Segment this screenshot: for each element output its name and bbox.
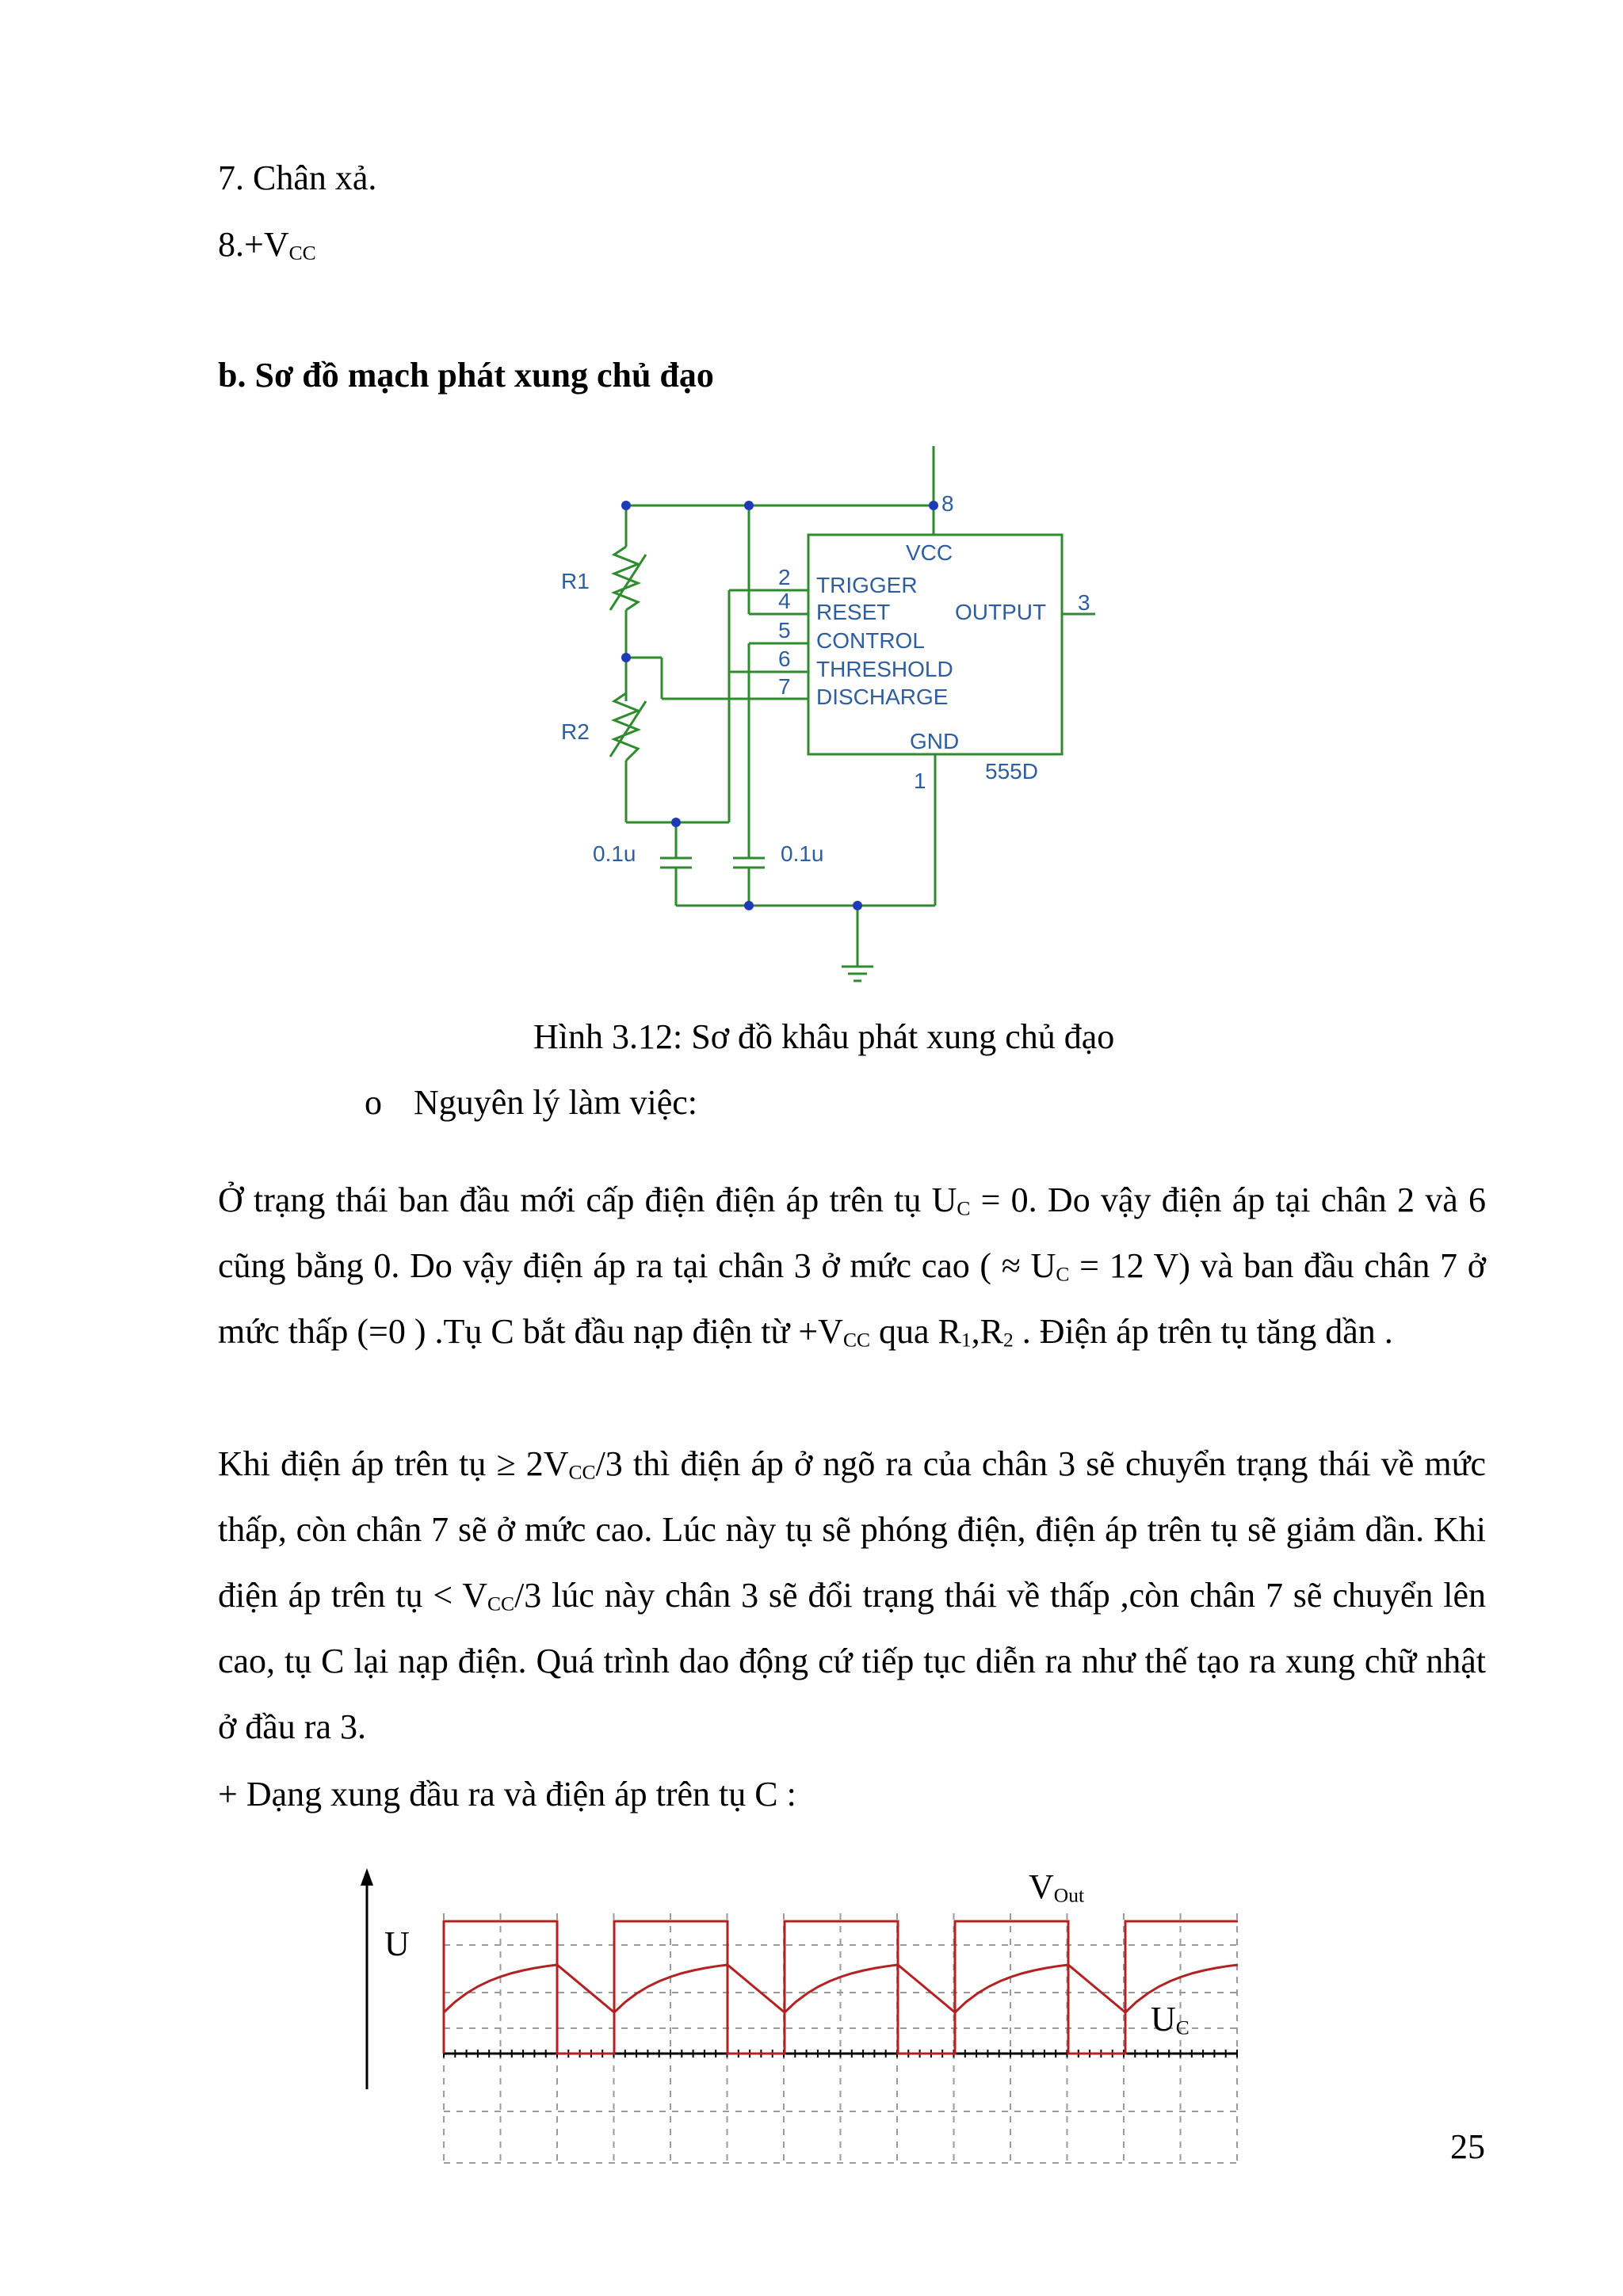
p1-sub-e: 2 xyxy=(1003,1328,1014,1352)
pin-number-2: 2 xyxy=(778,565,791,589)
bullet-marker: o xyxy=(365,1083,382,1122)
p1-sub-a: C xyxy=(957,1196,971,1220)
p1-text-f: . Điện áp trên tụ tăng dần . xyxy=(1013,1312,1393,1351)
p1-text-b: = 0. Do vậy điện áp tại chân 2 và 6 cũng bằng 0. Do vậy điện áp ra tại chân 3 ở mức cao ( ≈ U xyxy=(218,1180,1487,1285)
p1-sub-d: 1 xyxy=(960,1328,972,1352)
p1-sub-c: CC xyxy=(842,1328,870,1352)
p1-text-e: ,R xyxy=(971,1312,1003,1351)
section-heading: b. Sơ đồ mạch phát xung chủ đạo xyxy=(218,356,714,395)
p2-text-a: Khi điện áp trên tụ ≥ 2V xyxy=(218,1444,569,1483)
waveform-time-axis xyxy=(444,2050,1238,2058)
c2-label: 0.1u xyxy=(781,841,824,866)
pin-number-1: 1 xyxy=(914,769,926,793)
ic-name-label: 555D xyxy=(985,759,1038,784)
list-item-8-text: 8.+V xyxy=(218,225,289,264)
figure-caption: Hình 3.12: Sơ đồ khâu phát xung chủ đạo xyxy=(533,1017,1115,1056)
vout-label xyxy=(1029,1867,1085,1907)
pin-number-6: 6 xyxy=(778,646,791,671)
waveform-grid xyxy=(444,1913,1238,2167)
pin-label-output: OUTPUT xyxy=(955,600,1047,624)
pin-label-reset: RESET xyxy=(816,600,891,624)
list-item-7: 7. Chân xả. xyxy=(218,158,377,197)
p2-sub-b: CC xyxy=(487,1592,515,1615)
schematic-wires xyxy=(626,446,1095,967)
vout-label-main: V xyxy=(1029,1867,1054,1906)
pin-stubs xyxy=(773,590,808,699)
p2-text-c: /3 lúc này chân 3 sẽ đổi trạng thái về thấp ,còn chân 7 sẽ chuyển lên cao, tụ C lại nạp điện. Quá trình dao động cứ tiếp tục diễn ra như thế tạo ra xung chữ nhật ở đầu ra 3. xyxy=(218,1576,1486,1746)
uc-capacitor-trace xyxy=(444,1965,1238,2012)
capacitor-plates xyxy=(660,858,765,868)
uc-label-main: U xyxy=(1151,2000,1176,2039)
r2-arrow xyxy=(610,701,646,757)
bullet-text: Nguyên lý làm việc: xyxy=(414,1083,698,1122)
p1-sub-b: C xyxy=(1056,1262,1070,1286)
r2-zigzag xyxy=(614,693,638,761)
y-axis-arrowhead xyxy=(361,1868,373,1886)
p1-text-d: qua R xyxy=(869,1312,961,1351)
pin-number-8: 8 xyxy=(941,491,954,516)
list-item-8 xyxy=(218,225,316,265)
p2-text-b: /3 thì điện áp ở ngõ ra của chân 3 sẽ chuyển trạng thái về mức thấp, còn chân 7 sẽ ở mức cao. Lúc này tụ sẽ phóng điện, điện áp trên tụ sẽ giảm dần. Khi điện áp trên tụ < V xyxy=(218,1444,1486,1615)
p2-sub-a: CC xyxy=(568,1460,596,1484)
pin-number-4: 4 xyxy=(778,589,791,613)
paragraph-1 xyxy=(218,1167,1486,1364)
paragraph-2 xyxy=(218,1431,1486,1760)
pin-label-threshold: THRESHOLD xyxy=(816,657,953,681)
p1-text-a: Ở trạng thái ban đầu mới cấp điện điện áp trên tụ U xyxy=(218,1180,957,1219)
c1-label: 0.1u xyxy=(593,841,636,866)
ground-symbol xyxy=(842,967,873,981)
pin-number-5: 5 xyxy=(778,618,791,643)
y-axis-label: U xyxy=(384,1924,410,1963)
r1-arrow xyxy=(610,555,646,610)
pin-label-gnd: GND xyxy=(910,729,960,753)
pin-label-trigger: TRIGGER xyxy=(816,573,918,597)
uc-label-sub: C xyxy=(1175,2016,1190,2039)
p1-text-c: = 12 V) và ban đầu chân 7 ở mức thấp (=0 ) .Tụ C bắt đầu nạp điện từ +V xyxy=(218,1246,1486,1351)
pin-label-discharge: DISCHARGE xyxy=(816,685,949,709)
resistors xyxy=(610,547,646,761)
r1-label: R1 xyxy=(561,569,590,593)
pin-label-control: CONTROL xyxy=(816,628,925,653)
pin-number-7-label: 7 xyxy=(778,674,791,699)
r1-zigzag xyxy=(614,547,638,610)
page-number: 25 xyxy=(1450,2127,1485,2166)
junction-dots xyxy=(621,501,938,910)
vout-label-sub: Out xyxy=(1053,1883,1085,1907)
vout-pulse-trace xyxy=(444,1921,1238,2054)
pin-number-3: 3 xyxy=(1078,590,1090,615)
ic-555-body xyxy=(808,535,1062,754)
list-item-8-subscript: CC xyxy=(288,241,316,265)
waveform-intro: + Dạng xung đầu ra và điện áp trên tụ C : xyxy=(218,1775,796,1814)
uc-label xyxy=(1151,2002,1190,2037)
pin-label-vcc: VCC xyxy=(906,540,953,565)
r2-label: R2 xyxy=(561,719,590,744)
